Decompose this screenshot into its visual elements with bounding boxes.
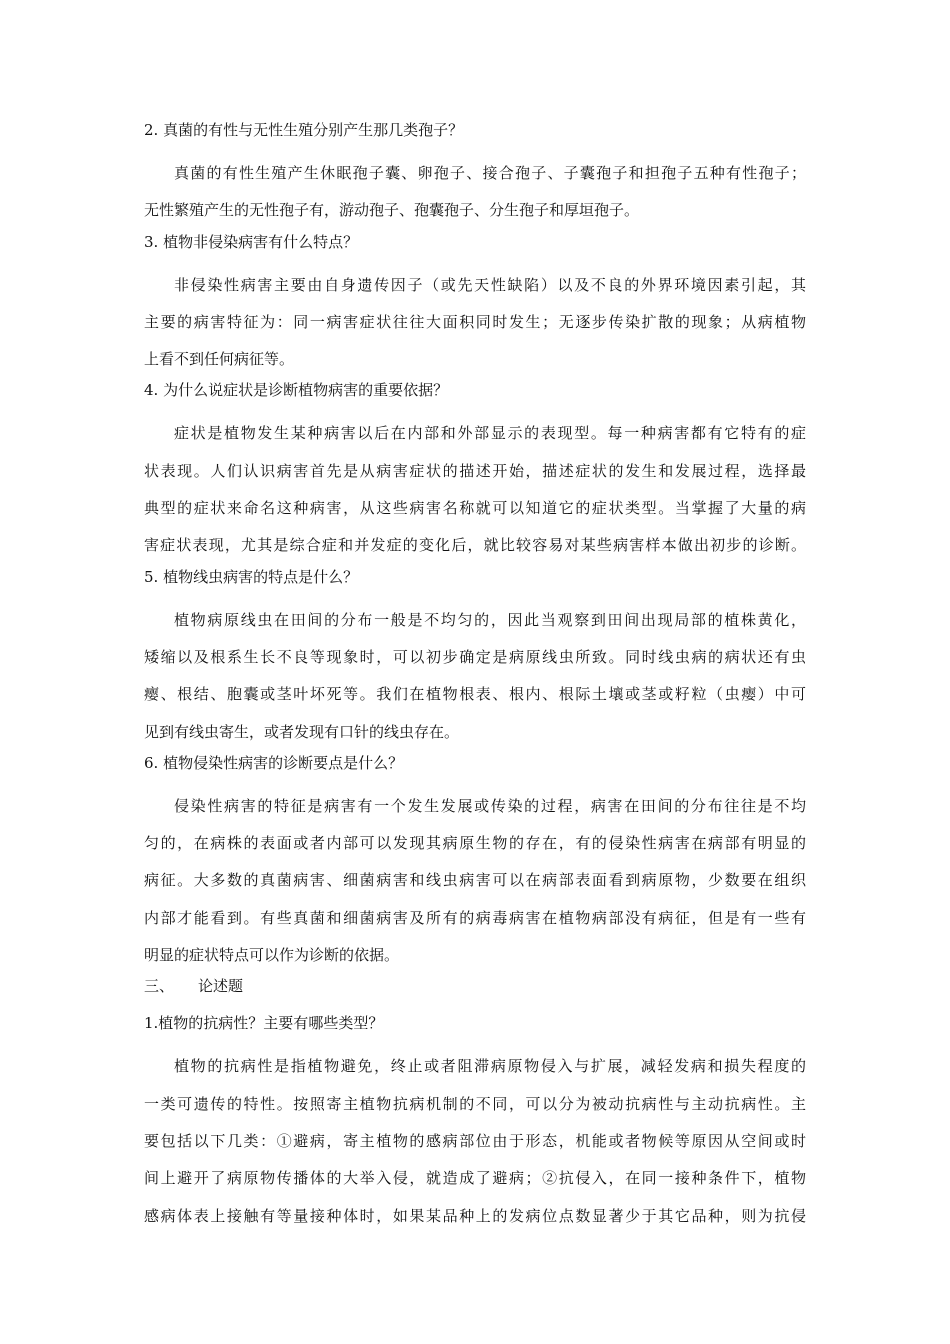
answer-line: 内部才能看到。有些真菌和细菌病害及所有的病毒病害在植物病部没有病征，但是有一些有 — [144, 908, 806, 927]
answer-line: 要包括以下几类：①避病，寄主植物的感病部位由于形态，机能或者物候等原因从空间或时 — [144, 1131, 806, 1150]
question-6: 6. 植物侵染性病害的诊断要点是什么？ — [144, 753, 404, 772]
answer-line: 矮缩以及根系生长不良等现象时，可以初步确定是病原线虫所致。同时线虫病的病状还有虫 — [144, 647, 806, 666]
answer-line: 主要的病害特征为：同一病害症状往往大面积同时发生；无逐步传染扩散的现象；从病植物 — [144, 312, 806, 331]
answer-line: 感病体表上接触有等量接种体时，如果某品种上的发病位点数显著少于其它品种，则为抗侵 — [144, 1206, 806, 1225]
question-4: 4. 为什么说症状是诊断植物病害的重要依据？ — [144, 381, 449, 400]
answer-line: 侵染性病害的特征是病害有一个发生发展或传染的过程，病害在田间的分布往往是不均 — [174, 796, 806, 815]
answer-4 — [144, 415, 806, 564]
answer-line: 明显的症状特点可以作为诊断的依据。 — [144, 946, 400, 965]
answer-6 — [144, 788, 806, 974]
answer-line: 状表现。人们认识病害首先是从病害症状的描述开始，描述症状的发生和发展过程，选择最 — [144, 461, 806, 480]
question-2: 2. 真菌的有性与无性生殖分别产生那几类孢子？ — [144, 121, 464, 139]
answer-line: 见到有线虫寄生，或者发现有口针的线虫存在。 — [144, 722, 460, 741]
essay-question-1: 1.植物的抗病性？主要有哪些类型？ — [144, 1014, 384, 1033]
answer-line: 植物的抗病性是指植物避免，终止或者阻滞病原物侵入与扩展，减轻发病和损失程度的 — [174, 1057, 806, 1076]
question-5: 5. 植物线虫病害的特点是什么？ — [144, 567, 359, 586]
answer-line: 真菌的有性生殖产生休眠孢子囊、卵孢子、接合孢子、子囊孢子和担孢子五种有性孢子； — [174, 164, 806, 182]
answer-5 — [144, 602, 806, 751]
section-number: 三、 — [144, 977, 175, 996]
question-3: 3. 植物非侵染病害有什么特点？ — [144, 232, 359, 251]
answer-line: 症状是植物发生某种病害以后在内部和外部显示的表现型。每一种病害都有它特有的症 — [174, 424, 806, 443]
answer-line: 病征。大多数的真菌病害、细菌病害和线虫病害可以在病部表面看到病原物，少数要在组织 — [144, 871, 806, 890]
answer-line: 植物病原线虫在田间的分布一般是不均匀的，因此当观察到田间出现局部的植株黄化， — [174, 610, 806, 629]
answer-line: 一类可遗传的特性。按照寄主植物抗病机制的不同，可以分为被动抗病性与主动抗病性。主 — [144, 1094, 806, 1113]
section-heading — [144, 974, 806, 1011]
answer-line: 无性繁殖产生的无性孢子有，游动孢子、孢囊孢子、分生孢子和厚垣孢子。 — [144, 201, 640, 220]
answer-line: 典型的症状来命名这种病害，从这些病害名称就可以知道它的症状类型。当掌握了大量的病 — [144, 499, 806, 518]
answer-line: 间上避开了病原物传播体的大举入侵，就造成了避病；②抗侵入，在同一接种条件下，植物 — [144, 1169, 806, 1188]
answer-line: 害症状表现，尤其是综合症和并发症的变化后，就比较容易对某些病害样本做出初步的诊断。 — [144, 536, 806, 555]
essay-answer-1 — [144, 1048, 806, 1234]
section-title: 论述题 — [198, 977, 244, 996]
answer-line: 瘿、根结、胞囊或茎叶坏死等。我们在植物根表、根内、根际土壤或茎或籽粒（虫瘿）中可 — [144, 685, 806, 704]
answer-line: 匀的，在病株的表面或者内部可以发现其病原生物的存在，有的侵染性病害在病部有明显的 — [144, 834, 806, 853]
answer-line: 上看不到任何病征等。 — [144, 350, 295, 369]
document-body — [144, 118, 806, 1235]
answer-2 — [144, 155, 806, 230]
answer-3 — [144, 267, 806, 379]
answer-line: 非侵染性病害主要由自身遗传因子（或先天性缺陷）以及不良的外界环境因素引起，其 — [174, 275, 806, 294]
